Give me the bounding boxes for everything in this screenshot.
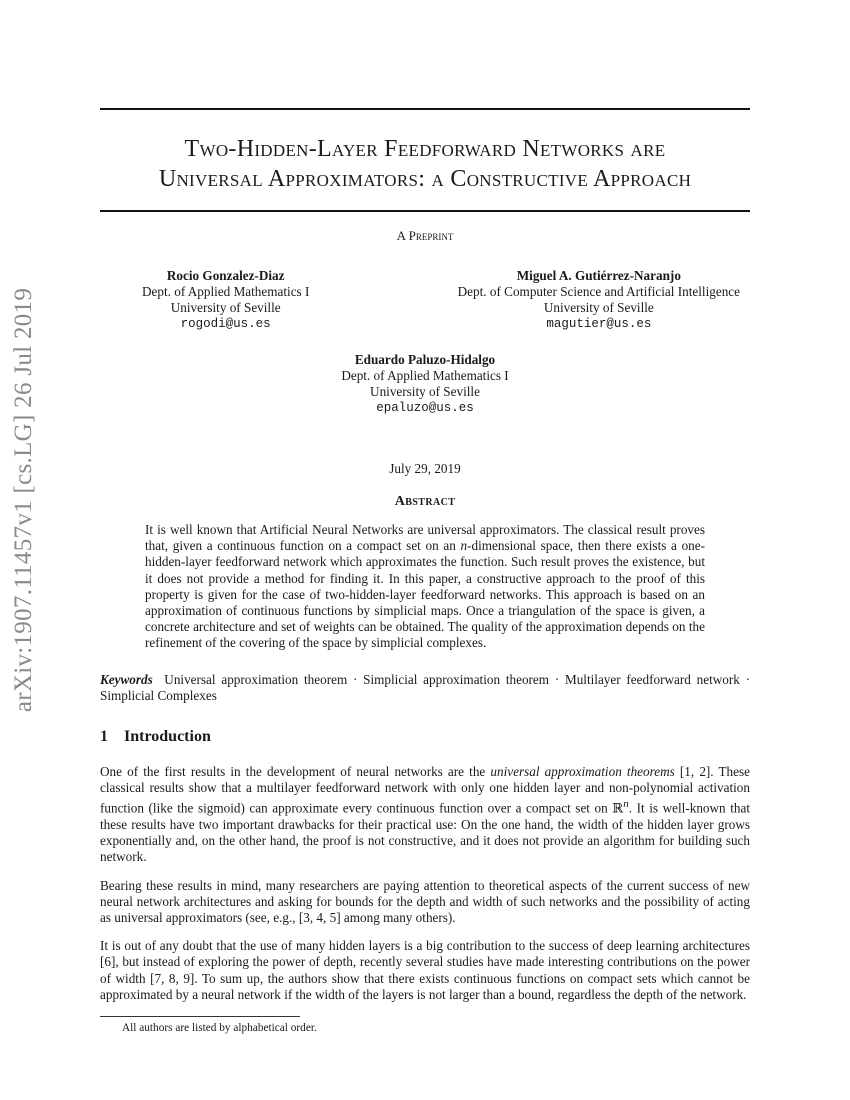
title-line-1: Two-Hidden-Layer Feedforward Networks are: [184, 136, 666, 162]
title-line-2: Universal Approximators: a Constructive Approach: [158, 166, 692, 192]
section-title: Introduction: [124, 728, 211, 746]
author-dept: Dept. of Computer Science and Artificial Intelligence: [457, 284, 740, 299]
intro-p1-math-reals: ℝ: [612, 800, 624, 816]
preprint-label: A Preprint: [396, 228, 454, 243]
paper-title: [100, 134, 750, 194]
keywords-label: Keywords: [100, 671, 153, 687]
abstract-body: [145, 522, 705, 652]
author-name: Rocio Gonzalez-Diaz: [166, 268, 285, 283]
abstract-text-part-2: -dimensional space, then there exists a one-hidden-layer feedforward network which approximates the function. Such result proves the existence, but it does not provide a method for finding it. In this paper, a constructive approach to the proof of this property is given for the case of two-hidden-layer feedforward networks. This approach is based on an approximation of continuous functions by simplicial maps. Once a triangulation of the space is given, a concrete architecture and set of weights can be obtained. The quality of the approximation depends on the refinement of the covering of the space by simplicial complexes.: [145, 538, 706, 651]
author-university: University of Seville: [170, 300, 281, 315]
keywords-block: [100, 672, 750, 704]
section-number: 1: [100, 728, 108, 746]
intro-p1-math-exponent: n: [623, 798, 629, 811]
author-1: [142, 268, 309, 332]
intro-paragraph-1: [100, 764, 750, 866]
intro-p1-emphasis: universal approximation theorems: [490, 764, 675, 780]
author-3: [100, 352, 750, 416]
abstract-heading: Abstract: [394, 494, 456, 509]
intro-paragraph-2: Bearing these results in mind, many researchers are paying attention to theoretical aspects of the current success of new neural network architectures and asking for bounds for the depth and width of such networks and the possibility of acting as universal approximators (see, e.g., [3, 4, 5] among many others).: [100, 877, 750, 926]
author-email[interactable]: magutier@us.es: [546, 317, 652, 331]
section-heading-introduction: [100, 728, 750, 746]
abstract-text-part-1: It is well known that Artificial Neural Networks are universal approximators. The classical result proves that, given a continuous function on a compact set on an: [145, 522, 705, 554]
author-email[interactable]: epaluzo@us.es: [376, 401, 474, 415]
author-dept: Dept. of Applied Mathematics I: [341, 368, 509, 383]
intro-p1-text-a: One of the first results in the development of neural networks are the: [100, 764, 491, 780]
title-rule-top: [100, 108, 750, 110]
paper-page: [100, 108, 750, 1035]
arxiv-identifier-stamp: [0, 287, 48, 713]
author-name: Eduardo Paluzo-Hidalgo: [354, 352, 496, 367]
author-email[interactable]: rogodi@us.es: [180, 317, 271, 331]
intro-p1-text-b: [1, 2]. These classical results show that a multilayer feedforward network with only one hidden layer and non-polynomial activation function (like the sigmoid) can approximate every continuous function over a compact set on: [100, 764, 750, 816]
author-university: University of Seville: [543, 300, 654, 315]
abstract-math-n: n: [460, 538, 468, 554]
author-2: [458, 268, 740, 332]
author-university: University of Seville: [370, 384, 480, 399]
footnote: All authors are listed by alphabetical order.: [122, 1022, 317, 1035]
authors-row: [100, 268, 750, 332]
intro-paragraph-3: It is out of any doubt that the use of many hidden layers is a big contribution to the success of deep learning architectures [6], but instead of exploring the power of depth, recently several studies have made interesting contributions on the power of width [7, 8, 9]. To sum up, the authors show that there exists continuous functions on compact sets which cannot be approximated by a neural network if the width of the layers is not larger than a bound, regardless the depth of the network.: [100, 938, 750, 1002]
title-rule-bottom: [100, 210, 750, 212]
intro-p1-text-c: . It is well-known that these results have two important drawbacks for their practical use: On the one hand, the width of the hidden layer grows exponentially and, on the other hand, the proof is not constructive, and it does not provide an algorithm for building such network.: [100, 800, 750, 865]
author-name: Miguel A. Gutiérrez-Naranjo: [516, 268, 681, 283]
footnote-rule: [100, 1016, 300, 1017]
keywords-list: Universal approximation theorem · Simplicial approximation theorem · Multilayer feedforward network · Simplicial Complexes: [100, 671, 750, 703]
arxiv-stamp-text: arXiv:1907.11457v1 [cs.LG] 26 Jul 2019: [10, 287, 38, 713]
author-dept: Dept. of Applied Mathematics I: [142, 284, 310, 299]
publication-date: July 29, 2019: [389, 461, 461, 476]
